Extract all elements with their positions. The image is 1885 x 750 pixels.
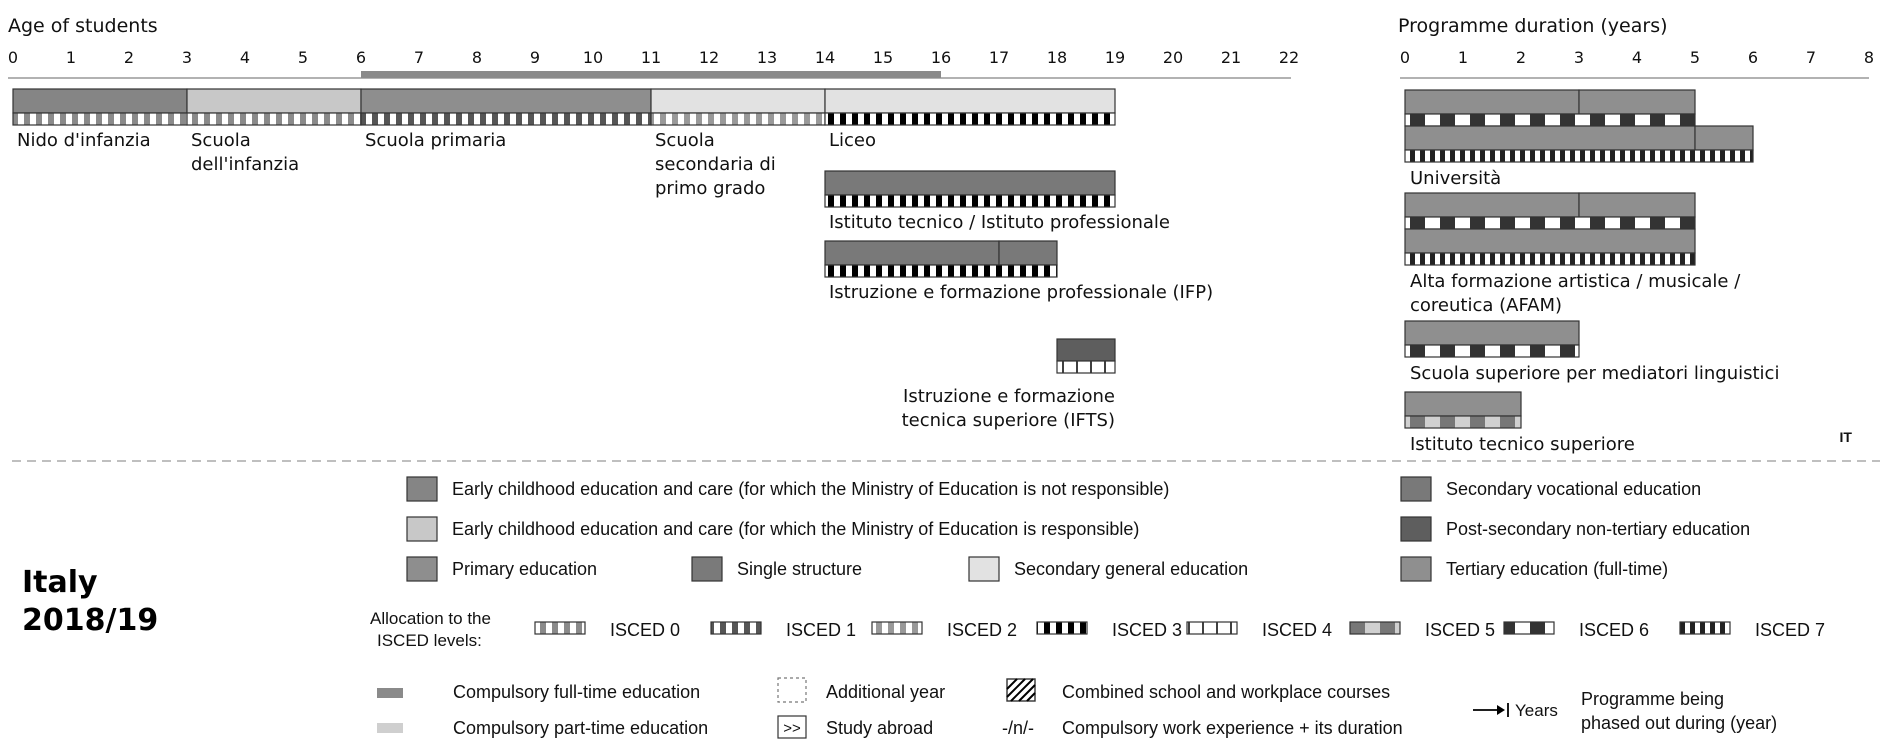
isced-legend-label: ISCED 1 xyxy=(786,620,857,640)
programme-label: tecnica superiore (IFTS) xyxy=(901,410,1115,431)
isced-legend-swatch xyxy=(1680,622,1730,634)
age-axis xyxy=(8,15,1299,78)
legend-label: phased out during (year) xyxy=(1581,713,1778,733)
age-tick-label: 21 xyxy=(1220,48,1242,67)
isced-legend-label: ISCED 2 xyxy=(947,620,1018,640)
programme-bar xyxy=(1579,90,1695,114)
programme-label: Istruzione e formazione professionale (IFP) xyxy=(829,282,1214,303)
legend-label: Primary education xyxy=(452,559,598,579)
tertiary-programme xyxy=(1405,392,1635,455)
tertiary-programme xyxy=(1405,193,1741,316)
programme-label: Scuola superiore per mediatori linguistici xyxy=(1410,363,1780,384)
age-programme xyxy=(825,89,1115,151)
programme-label: Liceo xyxy=(829,130,877,151)
programme-bar xyxy=(825,171,1115,195)
duration-tick-label: 0 xyxy=(1399,48,1411,67)
age-tick-label: 7 xyxy=(413,48,425,67)
isced-strip xyxy=(361,113,651,125)
legend-label: Compulsory part-time education xyxy=(453,718,709,738)
age-programme xyxy=(187,89,361,175)
programme-bar xyxy=(1405,193,1579,217)
legend-label: Additional year xyxy=(826,682,946,702)
duration-tick-label: 8 xyxy=(1863,48,1875,67)
isced-legend-swatch xyxy=(1504,622,1554,634)
isced-legend-label: ISCED 3 xyxy=(1112,620,1183,640)
age-tick-label: 16 xyxy=(930,48,952,67)
legend-label: Years xyxy=(1515,701,1558,720)
age-programme xyxy=(825,241,1213,303)
duration-tick-label: 5 xyxy=(1689,48,1701,67)
legend-swatch xyxy=(407,517,437,541)
age-programme xyxy=(651,89,825,199)
isced-legend-title: Allocation to the xyxy=(370,609,491,628)
age-programme xyxy=(361,89,651,151)
isced-strip xyxy=(1405,150,1753,162)
isced-strip xyxy=(825,265,1057,277)
age-tick-label: 4 xyxy=(239,48,251,67)
duration-tick-label: 7 xyxy=(1805,48,1817,67)
age-tick-label: 15 xyxy=(872,48,894,67)
legend-label: Programme being xyxy=(1581,689,1725,709)
programme-bar xyxy=(825,241,999,265)
isced-legend-label: ISCED 5 xyxy=(1425,620,1496,640)
legend-label: Secondary vocational education xyxy=(1446,479,1702,499)
age-tick-label: 5 xyxy=(297,48,309,67)
age-programme xyxy=(902,339,1115,431)
isced-legend-swatch xyxy=(1187,622,1237,634)
programme-label: Scuola xyxy=(655,130,715,151)
programme-label: coreutica (AFAM) xyxy=(1410,295,1563,316)
legend-label: Compulsory full-time education xyxy=(453,682,701,702)
legend-label: Secondary general education xyxy=(1014,559,1249,579)
duration-tick-label: 3 xyxy=(1573,48,1585,67)
isced-legend-label: ISCED 0 xyxy=(610,620,681,640)
isced-legend-title: ISCED levels: xyxy=(377,631,482,650)
programme-bar xyxy=(1405,229,1695,253)
isced-legend-swatch xyxy=(872,622,922,634)
tertiary-programme xyxy=(1405,90,1753,189)
age-tick-label: 19 xyxy=(1104,48,1126,67)
duration-axis-title: Programme duration (years) xyxy=(1398,15,1668,37)
age-tick-label: 6 xyxy=(355,48,367,67)
isced-strip xyxy=(1405,114,1695,126)
isced-legend-swatch xyxy=(535,622,585,634)
isced-strip xyxy=(825,113,1115,125)
age-tick-label: 12 xyxy=(698,48,720,67)
programme-bar xyxy=(1579,193,1695,217)
isced-legend-swatch xyxy=(1350,622,1400,634)
legend-label: Tertiary education (full-time) xyxy=(1446,559,1669,579)
legend-swatch xyxy=(692,557,722,581)
age-tick-label: 3 xyxy=(181,48,193,67)
legend-swatch xyxy=(969,557,999,581)
age-tick-label: 2 xyxy=(123,48,135,67)
legend-label: Compulsory work experience + its duration xyxy=(1062,718,1403,738)
legend-label: Post-secondary non-tertiary education xyxy=(1446,519,1751,539)
compulsory-education-bar xyxy=(361,71,941,78)
phased-out-arrow-icon xyxy=(1473,703,1508,717)
programme-label: dell'infanzia xyxy=(191,154,300,175)
duration-axis xyxy=(1398,15,1874,78)
age-axis-title: Age of students xyxy=(8,15,158,37)
age-tick-label: 22 xyxy=(1278,48,1300,67)
programme-bar xyxy=(825,89,1115,113)
duration-tick-label: 2 xyxy=(1515,48,1527,67)
duration-tick-label: 1 xyxy=(1457,48,1469,67)
country-name: Italy xyxy=(22,565,98,600)
programme-bar xyxy=(13,89,187,113)
programme-bar xyxy=(999,241,1057,265)
programme-label: Istituto tecnico superiore xyxy=(1410,434,1635,455)
duration-tick-label: 6 xyxy=(1747,48,1759,67)
isced-strip xyxy=(651,113,825,125)
legend-label: Early childhood education and care (for which the Ministry of Education is responsible) xyxy=(452,519,1140,539)
programme-label: Alta formazione artistica / musicale / xyxy=(1410,271,1741,292)
legend-label: Single structure xyxy=(737,559,863,579)
isced-strip xyxy=(187,113,361,125)
study-abroad-symbol: >> xyxy=(783,720,801,737)
age-tick-label: 10 xyxy=(582,48,604,67)
programme-label: Nido d'infanzia xyxy=(17,130,151,151)
programme-label: Istituto tecnico / Istituto professionale xyxy=(829,212,1170,233)
combined-courses-swatch xyxy=(1007,679,1035,701)
isced-strip xyxy=(1405,345,1579,357)
programme-bar xyxy=(361,89,651,113)
isced-strip xyxy=(13,113,187,125)
isced-strip xyxy=(1405,217,1695,229)
isced-strip xyxy=(1405,416,1521,428)
isced-strip xyxy=(825,195,1115,207)
programme-bar xyxy=(1405,321,1579,345)
age-programme xyxy=(13,89,187,151)
age-tick-label: 9 xyxy=(529,48,541,67)
legend-swatch xyxy=(407,557,437,581)
country-code: IT xyxy=(1839,429,1852,445)
age-tick-label: 20 xyxy=(1162,48,1184,67)
age-tick-label: 1 xyxy=(65,48,77,67)
programme-label: Scuola primaria xyxy=(365,130,507,151)
programme-label: Università xyxy=(1410,168,1502,189)
age-tick-label: 0 xyxy=(7,48,19,67)
compulsory-full-swatch xyxy=(377,688,403,698)
legend xyxy=(370,477,1825,738)
tertiary-programme xyxy=(1405,321,1779,384)
programme-bar xyxy=(187,89,361,113)
work-experience-symbol: -/n/- xyxy=(1002,718,1035,738)
age-tick-label: 11 xyxy=(640,48,662,67)
duration-tick-label: 4 xyxy=(1631,48,1643,67)
programme-label: secondaria di xyxy=(655,154,776,175)
legend-swatch xyxy=(1401,517,1431,541)
age-tick-label: 13 xyxy=(756,48,778,67)
additional-year-swatch xyxy=(778,678,806,702)
isced-legend-swatch xyxy=(711,622,761,634)
programme-bar xyxy=(1695,126,1753,150)
age-tick-label: 18 xyxy=(1046,48,1068,67)
country-year: 2018/19 xyxy=(22,603,159,638)
programme-label: Istruzione e formazione xyxy=(903,386,1115,407)
isced-strip xyxy=(1405,253,1695,265)
legend-label: Combined school and workplace courses xyxy=(1062,682,1391,702)
age-programme xyxy=(825,171,1170,233)
age-tick-label: 8 xyxy=(471,48,483,67)
isced-strip xyxy=(1057,361,1115,373)
legend-swatch xyxy=(407,477,437,501)
country-title xyxy=(22,565,158,638)
legend-label: Early childhood education and care (for which the Ministry of Education is not responsible) xyxy=(452,479,1170,499)
isced-legend-label: ISCED 6 xyxy=(1579,620,1650,640)
programme-bar xyxy=(651,89,825,113)
legend-swatch xyxy=(1401,557,1431,581)
programme-bar xyxy=(1057,339,1115,361)
legend-swatch xyxy=(1401,477,1431,501)
legend-label: Study abroad xyxy=(826,718,934,738)
age-tick-label: 17 xyxy=(988,48,1010,67)
programme-bar xyxy=(1405,392,1521,416)
age-tick-label: 14 xyxy=(814,48,836,67)
isced-legend-swatch xyxy=(1037,622,1087,634)
programme-bar xyxy=(1405,126,1695,150)
compulsory-part-swatch xyxy=(377,723,403,733)
programme-label: Scuola xyxy=(191,130,251,151)
isced-legend-label: ISCED 4 xyxy=(1262,620,1333,640)
isced-legend-label: ISCED 7 xyxy=(1755,620,1826,640)
programme-bar xyxy=(1405,90,1579,114)
programme-label: primo grado xyxy=(655,178,766,199)
